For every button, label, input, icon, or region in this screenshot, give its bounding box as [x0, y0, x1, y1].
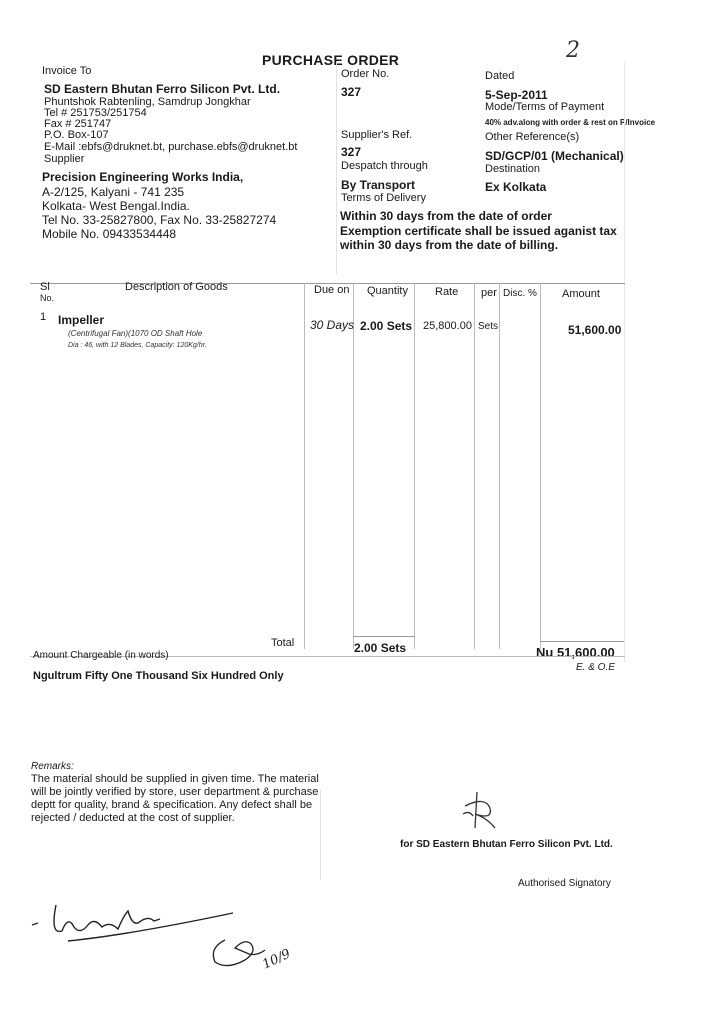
col-divider-qty: [353, 283, 354, 649]
terms-delivery-line-1: Within 30 days from the date of order: [340, 209, 552, 223]
suppliers-ref-value: 327: [341, 145, 362, 159]
th-due-on: Due on: [314, 284, 350, 296]
row-sl: 1: [40, 311, 47, 323]
th-sl: Sl: [40, 281, 50, 293]
row-rate: 25,800.00: [423, 320, 472, 332]
signature-date-note: 10/9: [260, 946, 294, 973]
amount-words-value: Ngultrum Fifty One Thousand Six Hundred Only: [33, 670, 284, 682]
other-ref-label: Other Reference(s): [485, 131, 580, 143]
suppliers-ref-label: Supplier's Ref.: [341, 129, 413, 141]
row-quantity: 2.00 Sets: [360, 319, 413, 333]
row-per: Sets: [478, 321, 499, 332]
invoice-to-address: Phuntshok Rabtenling, Samdrup Jongkhar: [44, 96, 251, 108]
invoice-to-label: Invoice To: [42, 65, 92, 77]
header-divider-left: [336, 62, 337, 274]
th-disc: Disc. %: [503, 288, 537, 299]
th-amount: Amount: [562, 288, 600, 300]
supplier-mobile: Mobile No. 09433534448: [42, 227, 177, 241]
supplier-name: Precision Engineering Works India,: [42, 170, 244, 184]
header-divider-right: [624, 62, 625, 662]
invoice-to-tel: Tel # 251753/251754: [44, 107, 147, 119]
despatch-value: By Transport: [341, 178, 416, 192]
col-divider-per: [474, 283, 475, 649]
eoe-note: E. & O.E: [576, 662, 615, 673]
supplier-address-1: A-2/125, Kalyani - 741 235: [42, 185, 185, 199]
page-title: PURCHASE ORDER: [262, 52, 400, 68]
mode-terms-value: 40% adv.along with order & rest on P/Invoice: [485, 118, 656, 127]
th-sl-no: No.: [40, 293, 55, 303]
row-item-name: Impeller: [58, 313, 105, 327]
order-no-value: 327: [341, 85, 362, 99]
dated-label: Dated: [485, 70, 515, 82]
invoice-to-fax: Fax # 251747: [44, 118, 112, 130]
invoice-to-company: SD Eastern Bhutan Ferro Silicon Pvt. Ltd.: [44, 82, 281, 96]
terms-delivery-label: Terms of Delivery: [341, 192, 426, 204]
authorised-signature-mark: [455, 788, 505, 833]
row-item-desc-1: (Centrifugal Fan)(1070 OD Shaft Hole: [68, 329, 203, 338]
terms-delivery-line-2: Exemption certificate shall be issued aganist tax: [340, 224, 617, 238]
row-amount: 51,600.00: [568, 323, 622, 337]
amount-words-label: Amount Chargeable (in words): [33, 650, 169, 661]
invoice-to-email: E-Mail :ebfs@druknet.bt, purchase.ebfs@druknet.bt: [44, 141, 298, 153]
supplier-label: Supplier: [44, 153, 85, 165]
destination-label: Destination: [485, 163, 541, 175]
destination-value: Ex Kolkata: [485, 180, 547, 194]
total-amount: Nu 51,600.00: [536, 645, 615, 660]
th-description: Description of Goods: [125, 281, 228, 293]
authorised-signatory-label: Authorised Signatory: [518, 878, 611, 889]
page-number-mark: 2: [566, 38, 580, 63]
for-company-label: for SD Eastern Bhutan Ferro Silicon Pvt. Ltd.: [400, 839, 613, 850]
row-due-on: 30 Days: [310, 318, 355, 332]
remarks-line-1: The material should be supplied in given time. The material: [31, 773, 319, 785]
invoice-to-pobox: P.O. Box-107: [44, 129, 109, 141]
terms-delivery-line-3: within 30 days from the date of billing.: [340, 238, 559, 252]
despatch-label: Despatch through: [341, 160, 428, 172]
total-quantity: 2.00 Sets: [354, 641, 407, 655]
th-per: per: [481, 287, 497, 299]
dated-value: 5-Sep-2011: [485, 88, 548, 102]
order-no-label: Order No.: [341, 68, 390, 80]
remarks-label: Remarks:: [31, 761, 74, 772]
th-quantity: Quantity: [367, 285, 408, 297]
row-item-desc-2: Dia : 46, with 12 Blades, Capacity: 120Kg/hr.: [68, 342, 207, 349]
remarks-line-4: rejected / deducted at the cost of supplier.: [31, 812, 235, 824]
other-ref-value: SD/GCP/01 (Mechanical): [485, 149, 624, 163]
supplier-phone: Tel No. 33-25827800, Fax No. 33-25827274: [42, 213, 277, 227]
total-label: Total: [271, 637, 295, 649]
col-divider-disc: [499, 283, 500, 649]
col-divider-due: [304, 283, 305, 649]
th-rate: Rate: [435, 286, 459, 298]
total-rule-qty: [353, 636, 415, 637]
remarks-line-2: will be jointly verified by store, user department & purchase: [31, 786, 319, 798]
total-rule-amount: [540, 641, 624, 642]
col-divider-amount: [540, 283, 541, 649]
signature-divider: [320, 790, 321, 880]
supplier-address-2: Kolkata- West Bengal.India.: [42, 199, 190, 213]
remarks-line-3: deptt for quality, brand & specification. Any defect shall be: [31, 799, 313, 811]
mode-terms-label: Mode/Terms of Payment: [485, 101, 605, 113]
col-divider-rate: [414, 283, 415, 649]
